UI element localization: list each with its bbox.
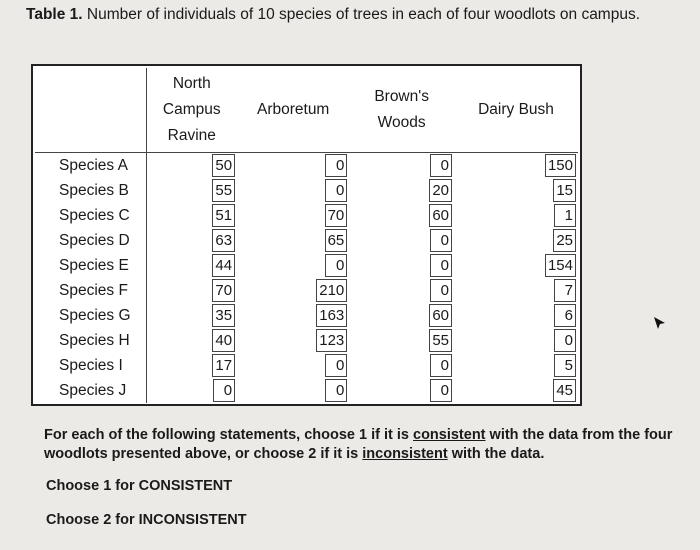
col-header-arboretum: Arboretum — [237, 68, 349, 153]
table-row — [35, 353, 578, 378]
cell-value: 55 — [429, 329, 452, 352]
col-header-browns-woods: Brown's Woods — [349, 68, 454, 153]
cell-dairy-bush — [454, 378, 578, 403]
cell-arboretum — [237, 203, 349, 228]
cell-north-campus-ravine — [146, 378, 237, 403]
caption-text: Number of individuals of 10 species of trees in each of four woodlots on campus. — [82, 6, 641, 23]
cell-arboretum — [237, 153, 349, 179]
cell-browns-woods — [349, 353, 454, 378]
cell-value: 0 — [325, 179, 347, 202]
cell-value: 0 — [554, 329, 576, 352]
cell-value: 0 — [430, 254, 452, 277]
cell-browns-woods — [349, 253, 454, 278]
species-label: Species J — [35, 378, 146, 403]
table-row — [35, 203, 578, 228]
cell-value: 0 — [430, 279, 452, 302]
cell-north-campus-ravine — [146, 253, 237, 278]
table-row — [35, 153, 578, 179]
cell-value: 6 — [554, 304, 576, 327]
cell-dairy-bush — [454, 303, 578, 328]
corner-cell — [35, 68, 146, 153]
cell-arboretum — [237, 303, 349, 328]
cell-value: 63 — [212, 229, 235, 252]
species-label: Species C — [35, 203, 146, 228]
cell-value: 163 — [316, 304, 347, 327]
cell-value: 0 — [325, 254, 347, 277]
header-row — [35, 68, 578, 153]
species-label: Species G — [35, 303, 146, 328]
species-label: Species D — [35, 228, 146, 253]
cell-browns-woods — [349, 303, 454, 328]
cell-value: 65 — [325, 229, 348, 252]
cell-value: 40 — [212, 329, 235, 352]
cell-dairy-bush — [454, 228, 578, 253]
cell-browns-woods — [349, 378, 454, 403]
cell-north-campus-ravine — [146, 203, 237, 228]
cell-browns-woods — [349, 278, 454, 303]
cell-value: 7 — [554, 279, 576, 302]
cell-value: 0 — [430, 354, 452, 377]
cell-browns-woods — [349, 203, 454, 228]
cell-arboretum — [237, 178, 349, 203]
cell-value: 5 — [554, 354, 576, 377]
instructions-text: For each of the following statements, choose 1 if it is consistent with the data from the four woodlots presented above, or choose 2 if it is inconsistent with the data. — [44, 427, 673, 462]
cell-dairy-bush — [454, 253, 578, 278]
table-row — [35, 178, 578, 203]
cell-value: 1 — [554, 204, 576, 227]
cell-value: 0 — [430, 229, 452, 252]
cell-browns-woods — [349, 328, 454, 353]
cell-dairy-bush — [454, 328, 578, 353]
cell-dairy-bush — [454, 278, 578, 303]
table-caption — [26, 4, 676, 25]
cell-dairy-bush — [454, 153, 578, 179]
cell-value: 0 — [430, 379, 452, 402]
cell-value: 60 — [429, 204, 452, 227]
cell-value: 154 — [545, 254, 576, 277]
cell-value: 150 — [545, 154, 576, 177]
data-table-container — [31, 64, 582, 406]
cell-value: 123 — [316, 329, 347, 352]
cell-north-campus-ravine — [146, 278, 237, 303]
cell-value: 45 — [553, 379, 576, 402]
cell-dairy-bush — [454, 203, 578, 228]
cell-north-campus-ravine — [146, 303, 237, 328]
table-row — [35, 303, 578, 328]
cell-value: 0 — [430, 154, 452, 177]
cell-browns-woods — [349, 153, 454, 179]
cell-browns-woods — [349, 178, 454, 203]
cell-arboretum — [237, 228, 349, 253]
table-row — [35, 253, 578, 278]
cell-arboretum — [237, 378, 349, 403]
cell-value: 0 — [213, 379, 235, 402]
table-row — [35, 228, 578, 253]
cell-value: 17 — [212, 354, 235, 377]
table-body — [35, 153, 578, 404]
data-table — [35, 68, 578, 403]
cell-value: 44 — [212, 254, 235, 277]
cell-value: 210 — [316, 279, 347, 302]
cell-value: 25 — [553, 229, 576, 252]
cell-value: 60 — [429, 304, 452, 327]
species-label: Species A — [35, 153, 146, 179]
choice-consistent: Choose 1 for CONSISTENT — [46, 478, 233, 494]
cell-dairy-bush — [454, 353, 578, 378]
table-row — [35, 378, 578, 403]
cell-browns-woods — [349, 228, 454, 253]
species-label: Species H — [35, 328, 146, 353]
cell-arboretum — [237, 353, 349, 378]
choice-inconsistent: Choose 2 for INCONSISTENT — [46, 512, 247, 528]
cell-value: 70 — [325, 204, 348, 227]
cell-value: 70 — [212, 279, 235, 302]
cell-north-campus-ravine — [146, 328, 237, 353]
species-label: Species F — [35, 278, 146, 303]
col-header-dairy-bush: Dairy Bush — [454, 68, 578, 153]
cell-value: 55 — [212, 179, 235, 202]
cell-value: 35 — [212, 304, 235, 327]
cell-north-campus-ravine — [146, 153, 237, 179]
cell-value: 0 — [325, 154, 347, 177]
cell-arboretum — [237, 278, 349, 303]
species-label: Species E — [35, 253, 146, 278]
table-row — [35, 278, 578, 303]
cell-dairy-bush — [454, 178, 578, 203]
cell-arboretum — [237, 253, 349, 278]
cell-value: 50 — [212, 154, 235, 177]
cell-value: 0 — [325, 379, 347, 402]
cell-value: 20 — [429, 179, 452, 202]
cell-north-campus-ravine — [146, 228, 237, 253]
cell-arboretum — [237, 328, 349, 353]
cell-value: 15 — [553, 179, 576, 202]
cell-north-campus-ravine — [146, 178, 237, 203]
species-label: Species B — [35, 178, 146, 203]
species-label: Species I — [35, 353, 146, 378]
cell-north-campus-ravine — [146, 353, 237, 378]
col-header-north-campus-ravine: North Campus Ravine — [146, 68, 237, 153]
caption-label: Table 1. — [26, 6, 83, 23]
cursor-arrow-icon — [652, 316, 666, 330]
cell-value: 51 — [212, 204, 235, 227]
table-row — [35, 328, 578, 353]
cell-value: 0 — [325, 354, 347, 377]
